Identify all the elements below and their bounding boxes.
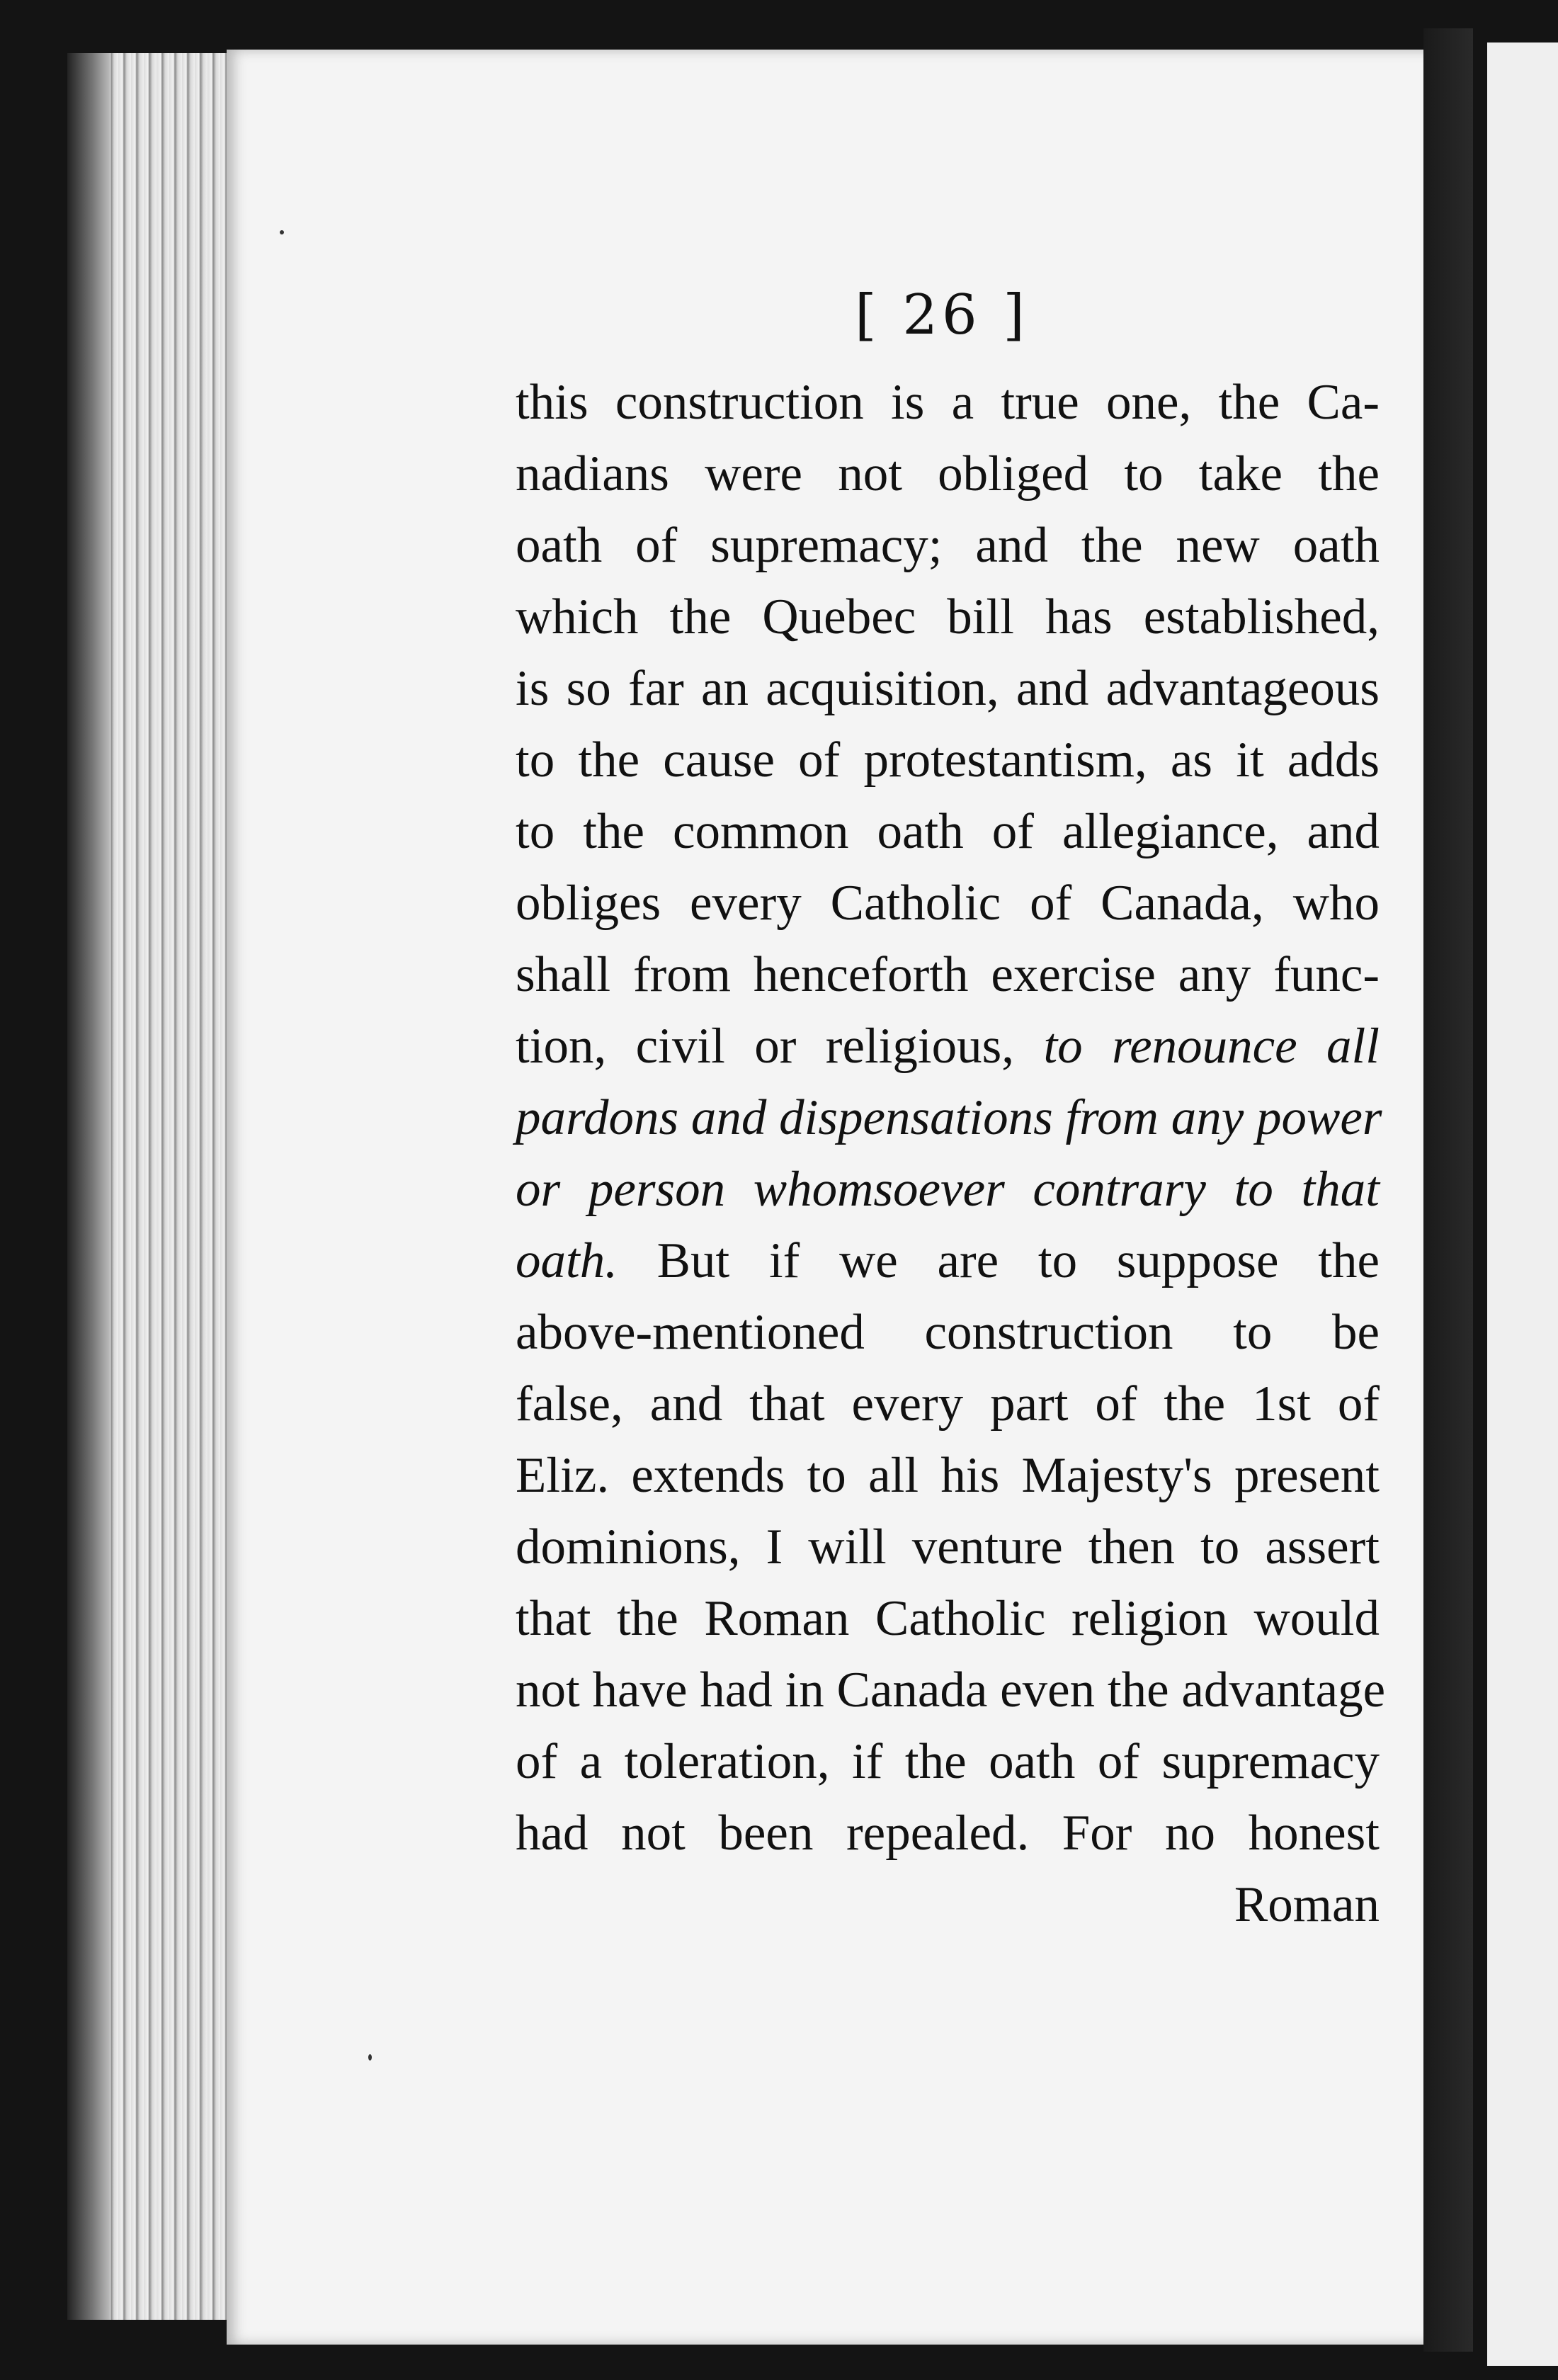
page-number: [ 26 ] bbox=[855, 283, 1029, 347]
text-run: nadians were not obliged to take the bbox=[516, 446, 1380, 502]
italic-text-run: oath. bbox=[516, 1233, 618, 1288]
text-line bbox=[516, 1011, 1380, 1082]
text-run: that the Roman Catholic religion would bbox=[516, 1591, 1380, 1646]
paper-speck bbox=[280, 230, 284, 234]
text-run: this construction is a true one, the Ca- bbox=[516, 375, 1380, 430]
text-line bbox=[516, 1512, 1380, 1583]
text-line bbox=[516, 1297, 1380, 1368]
binding-shadow bbox=[67, 53, 110, 2320]
text-run: shall from henceforth exercise any func- bbox=[516, 947, 1380, 1002]
text-line bbox=[516, 1368, 1380, 1440]
text-line bbox=[516, 1082, 1380, 1154]
text-run: oath of supremacy; and the new oath bbox=[516, 518, 1380, 573]
text-run: above-mentioned construction to be bbox=[516, 1305, 1380, 1360]
text-line bbox=[516, 796, 1380, 868]
text-line bbox=[516, 653, 1380, 725]
text-run: But if we are to suppose the bbox=[617, 1233, 1380, 1288]
text-line bbox=[516, 582, 1380, 653]
text-run: not have had in Canada even the advantage bbox=[516, 1662, 1386, 1718]
text-run: to the common oath of allegiance, and bbox=[516, 804, 1380, 859]
text-run: Eliz. extends to all his Majesty's present bbox=[516, 1448, 1380, 1503]
text-run: dominions, I will venture then to assert bbox=[516, 1519, 1380, 1575]
body-text bbox=[516, 367, 1386, 1941]
text-run: to the cause of protestantism, as it adds bbox=[516, 732, 1380, 788]
text-line bbox=[516, 438, 1380, 510]
text-run: of a toleration, if the oath of supremacy bbox=[516, 1734, 1380, 1789]
facing-page-edge bbox=[1487, 42, 1558, 2366]
text-run: tion, civil or religious, bbox=[516, 1019, 1044, 1074]
italic-text-run: to renounce all bbox=[1043, 1019, 1380, 1074]
text-line bbox=[516, 510, 1380, 582]
text-run: which the Quebec bill has established, bbox=[516, 589, 1380, 645]
italic-text-run: pardons and dispensations from any power bbox=[516, 1090, 1382, 1145]
text-run: had not been repealed. For no honest bbox=[516, 1806, 1380, 1861]
text-run: is so far an acquisition, and advantageous bbox=[516, 661, 1380, 716]
italic-text-run: or person whomsoever contrary to that bbox=[516, 1162, 1380, 1217]
text-line bbox=[516, 725, 1380, 796]
text-run: false, and that every part of the 1st of bbox=[516, 1376, 1380, 1432]
text-run: obliges every Catholic of Canada, who bbox=[516, 876, 1380, 931]
text-line bbox=[516, 939, 1380, 1011]
paper-speck bbox=[368, 2054, 372, 2061]
text-line bbox=[516, 1655, 1386, 1726]
text-line bbox=[516, 1798, 1380, 1869]
text-line bbox=[516, 1583, 1380, 1655]
text-line bbox=[516, 1154, 1380, 1225]
text-line bbox=[516, 1225, 1380, 1297]
catchword: Roman bbox=[1234, 1877, 1380, 1932]
text-line bbox=[516, 367, 1380, 438]
text-line bbox=[516, 868, 1380, 939]
text-line bbox=[516, 1440, 1380, 1512]
text-line bbox=[516, 1726, 1380, 1798]
page-gutter bbox=[1423, 28, 1473, 2352]
